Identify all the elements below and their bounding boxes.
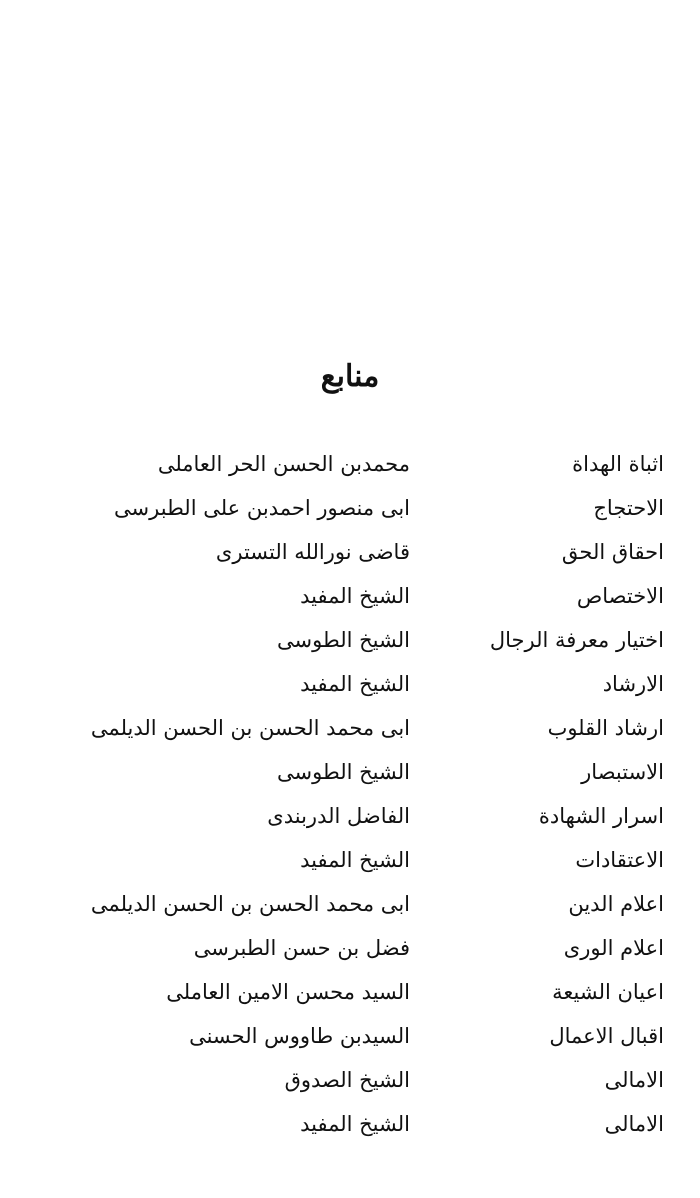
book-title: الاستبصار bbox=[581, 760, 664, 784]
list-item bbox=[34, 838, 664, 882]
list-item bbox=[34, 926, 664, 970]
author-name: السید محسن الامین العاملی bbox=[166, 980, 410, 1004]
book-title: الاحتجاج bbox=[593, 496, 664, 520]
list-item bbox=[34, 442, 664, 486]
list-item bbox=[34, 970, 664, 1014]
list-item bbox=[34, 706, 664, 750]
book-title: الاختصاص bbox=[576, 584, 664, 608]
author-name: الشیخ الطوسی bbox=[277, 760, 410, 784]
author-name: الشیخ المفید bbox=[300, 848, 410, 872]
book-title: اعلام الدین bbox=[568, 892, 664, 916]
book-title: اثباة الهداة bbox=[572, 452, 664, 476]
list-item bbox=[34, 530, 664, 574]
list-item bbox=[34, 662, 664, 706]
book-title: اعلام الوری bbox=[563, 936, 664, 960]
list-item bbox=[34, 618, 664, 662]
sources-list bbox=[34, 442, 664, 1146]
list-item bbox=[34, 1058, 664, 1102]
book-title: الامالی bbox=[604, 1068, 664, 1092]
book-title: اسرار الشهادة bbox=[538, 804, 664, 828]
list-item bbox=[34, 1014, 664, 1058]
author-name: الشیخ المفید bbox=[300, 1112, 410, 1136]
author-name: ابی منصور احمدبن علی الطبرسی bbox=[114, 496, 410, 520]
author-name: الشیخ المفید bbox=[300, 672, 410, 696]
list-item bbox=[34, 486, 664, 530]
book-title: اعیان الشیعة bbox=[552, 980, 664, 1004]
list-item bbox=[34, 794, 664, 838]
author-name: الشیخ المفید bbox=[300, 584, 410, 608]
author-name: الفاضل الدربندی bbox=[267, 804, 410, 828]
author-name: الشیخ الطوسی bbox=[277, 628, 410, 652]
author-name: ابی محمد الحسن بن الحسن الدیلمی bbox=[90, 716, 410, 740]
list-item bbox=[34, 1102, 664, 1146]
book-title: الاعتقادات bbox=[575, 848, 664, 872]
book-title: الارشاد bbox=[602, 672, 664, 696]
author-name: السیدبن طاووس الحسنی bbox=[189, 1024, 410, 1048]
author-name: الشیخ الصدوق bbox=[284, 1068, 410, 1092]
author-name: ابی محمد الحسن بن الحسن الدیلمی bbox=[90, 892, 410, 916]
book-title: اقبال الاعمال bbox=[549, 1024, 664, 1048]
author-name: فضل بن حسن الطبرسی bbox=[193, 936, 410, 960]
book-title: الامالی bbox=[604, 1112, 664, 1136]
author-name: محمدبن الحسن الحر العاملی bbox=[157, 452, 410, 476]
book-title: احقاق الحق bbox=[561, 540, 664, 564]
list-item bbox=[34, 882, 664, 926]
book-title: ارشاد القلوب bbox=[547, 716, 664, 740]
author-name: قاضی نورالله التستری bbox=[215, 540, 410, 564]
page-title: منابع bbox=[320, 359, 380, 394]
book-title: اختیار معرفة الرجال bbox=[489, 628, 664, 652]
list-item bbox=[34, 750, 664, 794]
list-item bbox=[34, 574, 664, 618]
